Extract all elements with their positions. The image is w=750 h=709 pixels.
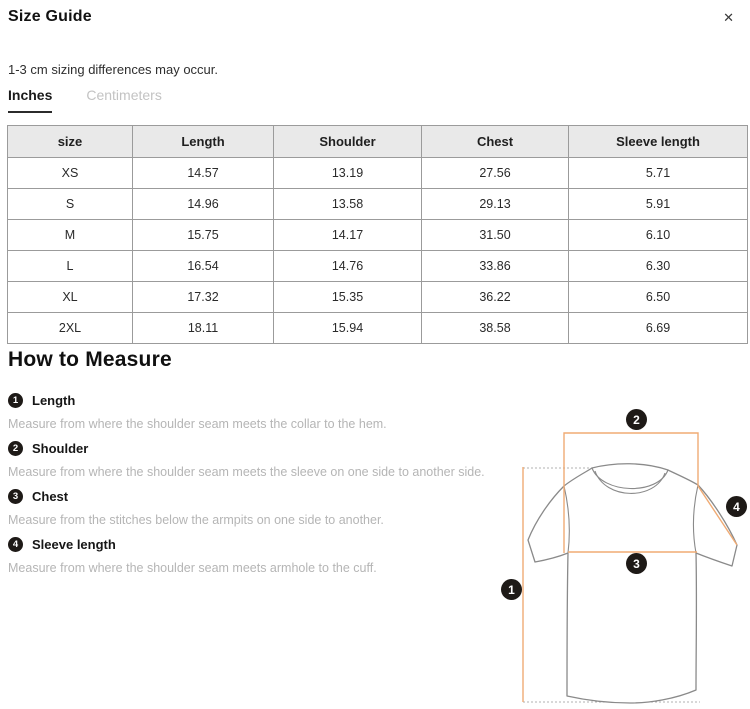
diagram-marker-chest: 3 [626,553,647,574]
table-cell: 27.56 [422,158,569,189]
table-cell: 14.76 [274,251,422,282]
measure-item-length [8,388,518,436]
table-cell: 13.19 [274,158,422,189]
table-row [8,220,748,251]
size-cell: XS [8,158,133,189]
table-cell: 36.22 [422,282,569,313]
table-cell: 15.94 [274,313,422,344]
size-cell: 2XL [8,313,133,344]
table-cell: 14.57 [133,158,274,189]
unit-tabs [8,87,750,113]
measure-item-label: Shoulder [32,440,89,456]
close-button[interactable] [721,10,736,27]
table-row [8,189,748,220]
measure-item-label: Sleeve length [32,536,116,552]
tshirt-measurement-diagram [490,390,750,709]
column-header-shoulder: Shoulder [274,126,422,158]
measure-number-badge: 4 [8,537,23,552]
column-header-size: size [8,126,133,158]
size-cell: L [8,251,133,282]
measure-number-badge: 1 [8,393,23,408]
table-cell: 6.10 [569,220,748,251]
size-cell: XL [8,282,133,313]
table-cell: 33.86 [422,251,569,282]
table-cell: 15.35 [274,282,422,313]
close-icon: ✕ [723,11,734,26]
table-row [8,313,748,344]
measure-number-badge: 2 [8,441,23,456]
diagram-marker-shoulder: 2 [626,409,647,430]
measure-item-label: Chest [32,488,69,504]
table-header-row [8,126,748,158]
table-cell: 15.75 [133,220,274,251]
measure-item-chest [8,484,518,532]
tshirt-diagram-svg [490,390,750,709]
measure-item-description: Measure from the stitches below the armpits on one side to another. [8,513,384,527]
table-row [8,282,748,313]
table-cell: 29.13 [422,189,569,220]
how-to-measure-title: How to Measure [8,348,172,371]
tshirt-outline [528,464,737,703]
tab-centimeters[interactable]: Centimeters [86,87,162,103]
size-table [7,125,748,344]
measure-item-description: Measure from where the shoulder seam meets the collar to the hem. [8,417,387,431]
table-row [8,158,748,189]
measure-item-shoulder [8,436,518,484]
table-cell: 5.91 [569,189,748,220]
modal-header [0,0,750,27]
table-cell: 6.69 [569,313,748,344]
page-title: Size Guide [8,8,92,25]
sizing-note: 1-3 cm sizing differences may occur. [8,62,219,77]
table-cell: 16.54 [133,251,274,282]
size-cell: M [8,220,133,251]
measure-item-sleeve-length [8,532,518,580]
table-cell: 5.71 [569,158,748,189]
table-cell: 38.58 [422,313,569,344]
column-header-length: Length [133,126,274,158]
measure-item-description: Measure from where the shoulder seam meets armhole to the cuff. [8,561,377,575]
table-cell: 14.17 [274,220,422,251]
measure-number-badge: 3 [8,489,23,504]
measure-item-description: Measure from where the shoulder seam meets the sleeve on one side to another side. [8,465,485,479]
size-cell: S [8,189,133,220]
diagram-marker-sleeve: 4 [726,496,747,517]
table-cell: 13.58 [274,189,422,220]
tab-inches[interactable]: Inches [8,87,52,113]
table-cell: 14.96 [133,189,274,220]
measure-list [8,388,518,580]
measure-item-label: Length [32,392,76,408]
table-cell: 6.50 [569,282,748,313]
table-cell: 31.50 [422,220,569,251]
column-header-sleeve-length: Sleeve length [569,126,748,158]
table-cell: 17.32 [133,282,274,313]
table-row [8,251,748,282]
table-cell: 18.11 [133,313,274,344]
diagram-marker-length: 1 [501,579,522,600]
column-header-chest: Chest [422,126,569,158]
table-cell: 6.30 [569,251,748,282]
